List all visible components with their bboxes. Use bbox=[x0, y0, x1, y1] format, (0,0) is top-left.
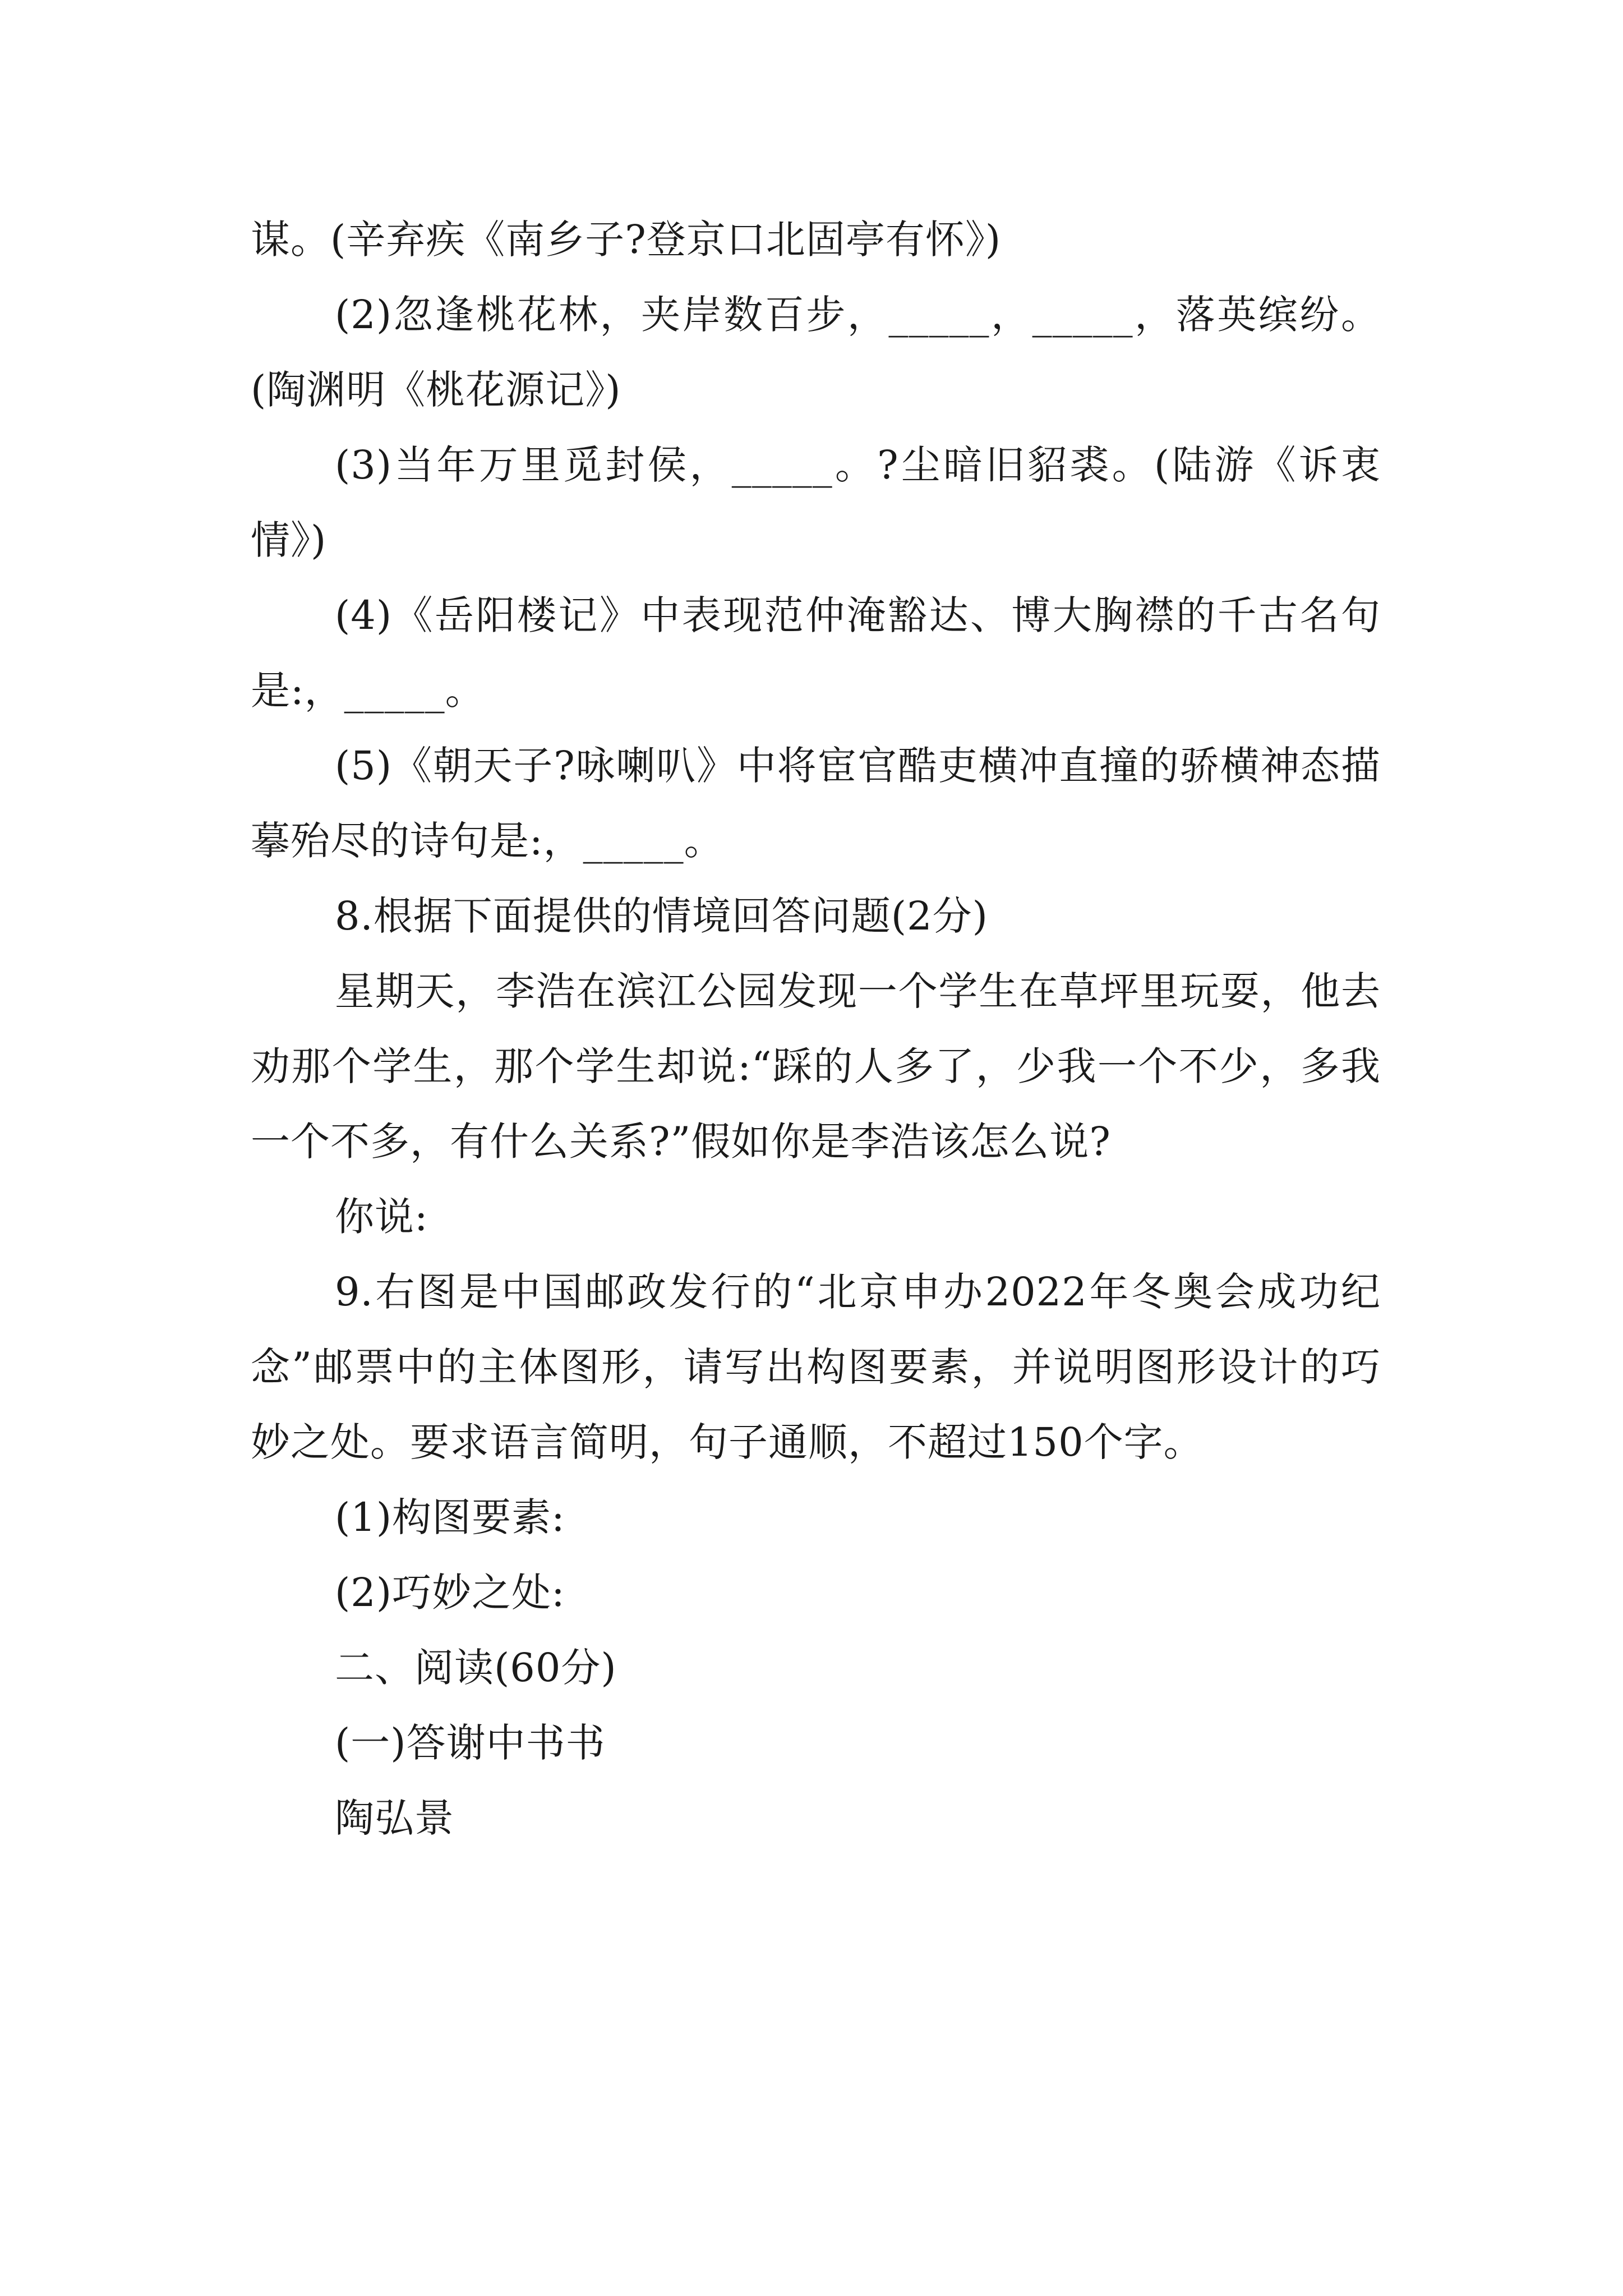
reading-title: (一)答谢中书书 bbox=[335, 1720, 606, 1766]
paragraph-question-8-answer: 你说: bbox=[335, 1194, 428, 1240]
paragraph-question-8: 8.根据下面提供的情境回答问题(2分) bbox=[335, 893, 988, 939]
paragraph-question-7-5: (5)《朝天子?咏喇叭》中将宦官酷吏横冲直撞的骄横神态描摹殆尽的诗句是:，_____。 bbox=[251, 743, 1381, 864]
paragraph-question-8-scenario: 星期天，李浩在滨江公园发现一个学生在草坪里玩耍，他去劝那个学生，那个学生却说:“踩的人多了，少我一个不少，多我一个不多，有什么关系?”假如你是李浩该怎么说? bbox=[251, 968, 1381, 1165]
paragraph-question-9: 9.右图是中国邮政发行的“北京申办2022年冬奥会成功纪念”邮票中的主体图形，请写出构图要素，并说明图形设计的巧妙之处。要求语言简明，句子通顺，不超过150个字。 bbox=[251, 1269, 1381, 1465]
section-heading-reading: 二、阅读(60分) bbox=[335, 1645, 617, 1691]
document-body bbox=[251, 202, 1381, 1856]
paragraph-question-7-4: (4)《岳阳楼记》中表现范仲淹豁达、博大胸襟的千古名句是:，_____。 bbox=[251, 592, 1381, 714]
paragraph-question-7-3: (3)当年万里觅封侯，_____。?尘暗旧貂裘。(陆游《诉衷情》) bbox=[251, 442, 1381, 563]
paragraph-question-9-2: (2)巧妙之处: bbox=[335, 1570, 565, 1616]
paragraph-question-9-1: (1)构图要素: bbox=[335, 1494, 565, 1540]
paragraph-question-7-2: (2)忽逢桃花林，夹岸数百步，_____，_____，落英缤纷。(陶渊明《桃花源记》) bbox=[251, 292, 1381, 413]
paragraph-continuation: 谋。(辛弃疾《南乡子?登京口北固亭有怀》) bbox=[251, 217, 1002, 263]
reading-author: 陶弘景 bbox=[335, 1795, 454, 1841]
